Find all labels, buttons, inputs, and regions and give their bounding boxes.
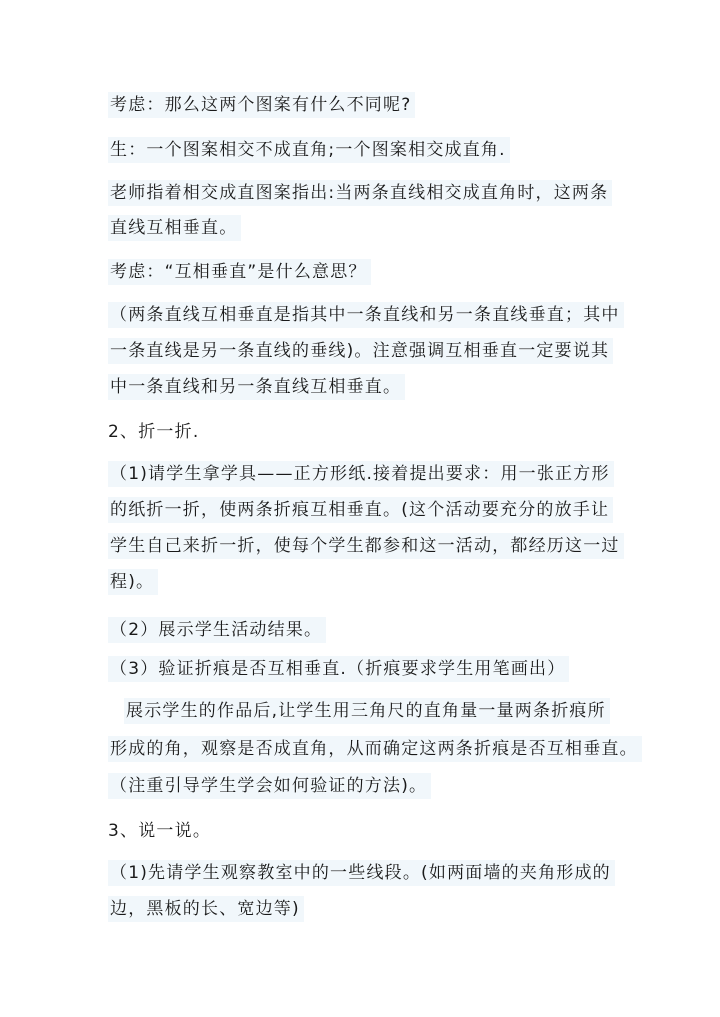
text-line: 形成的角，观察是否成直角，从而确定这两条折痕是否互相垂直。 [108,736,642,762]
text-line: （3）验证折痕是否互相垂直.（折痕要求学生用笔画出） [108,656,569,682]
text-line: （1)请学生拿学具——正方形纸.接着提出要求：用一张正方形 [108,461,614,487]
text-line: 展示学生的作品后,让学生用三角尺的直角量一量两条折痕所 [124,698,610,724]
text-line: 老师指着相交成直图案指出:当两条直线相交成直角时，这两条 [108,180,612,206]
text-line: 生：一个图案相交不成直角;一个图案相交成直角. [108,137,510,163]
text-line: （1)先请学生观察教室中的一些线段。(如两面墙的夹角形成的 [108,860,615,886]
text-line: 的纸折一折，使两条折痕互相垂直。(这个活动要充分的放手让 [108,497,613,523]
section-heading: 2、折一折. [108,422,200,442]
text-line: （两条直线互相垂直是指其中一条直线和另一条直线垂直；其中 [108,302,624,328]
text-line: （2）展示学生活动结果。 [108,617,326,643]
text-line: 考虑：那么这两个图案有什么不同呢? [108,92,415,118]
text-line: 一条直线是另一条直线的垂线)。注意强调互相垂直一定要说其 [108,338,613,364]
text-line: 学生自己来折一折，使每个学生都参和这一活动，都经历这一过 [108,533,624,559]
text-line: 考虑：“互相垂直”是什么意思？ [108,259,371,285]
text-line: 边，黑板的长、宽边等) [108,896,304,922]
text-line: 直线互相垂直。 [108,215,241,241]
text-line: 程)。 [108,569,158,595]
text-line: （注重引导学生学会如何验证的方法)。 [108,773,431,799]
section-heading: 3、说一说。 [108,821,212,841]
text-line: 中一条直线和另一条直线互相垂直。 [108,374,405,400]
